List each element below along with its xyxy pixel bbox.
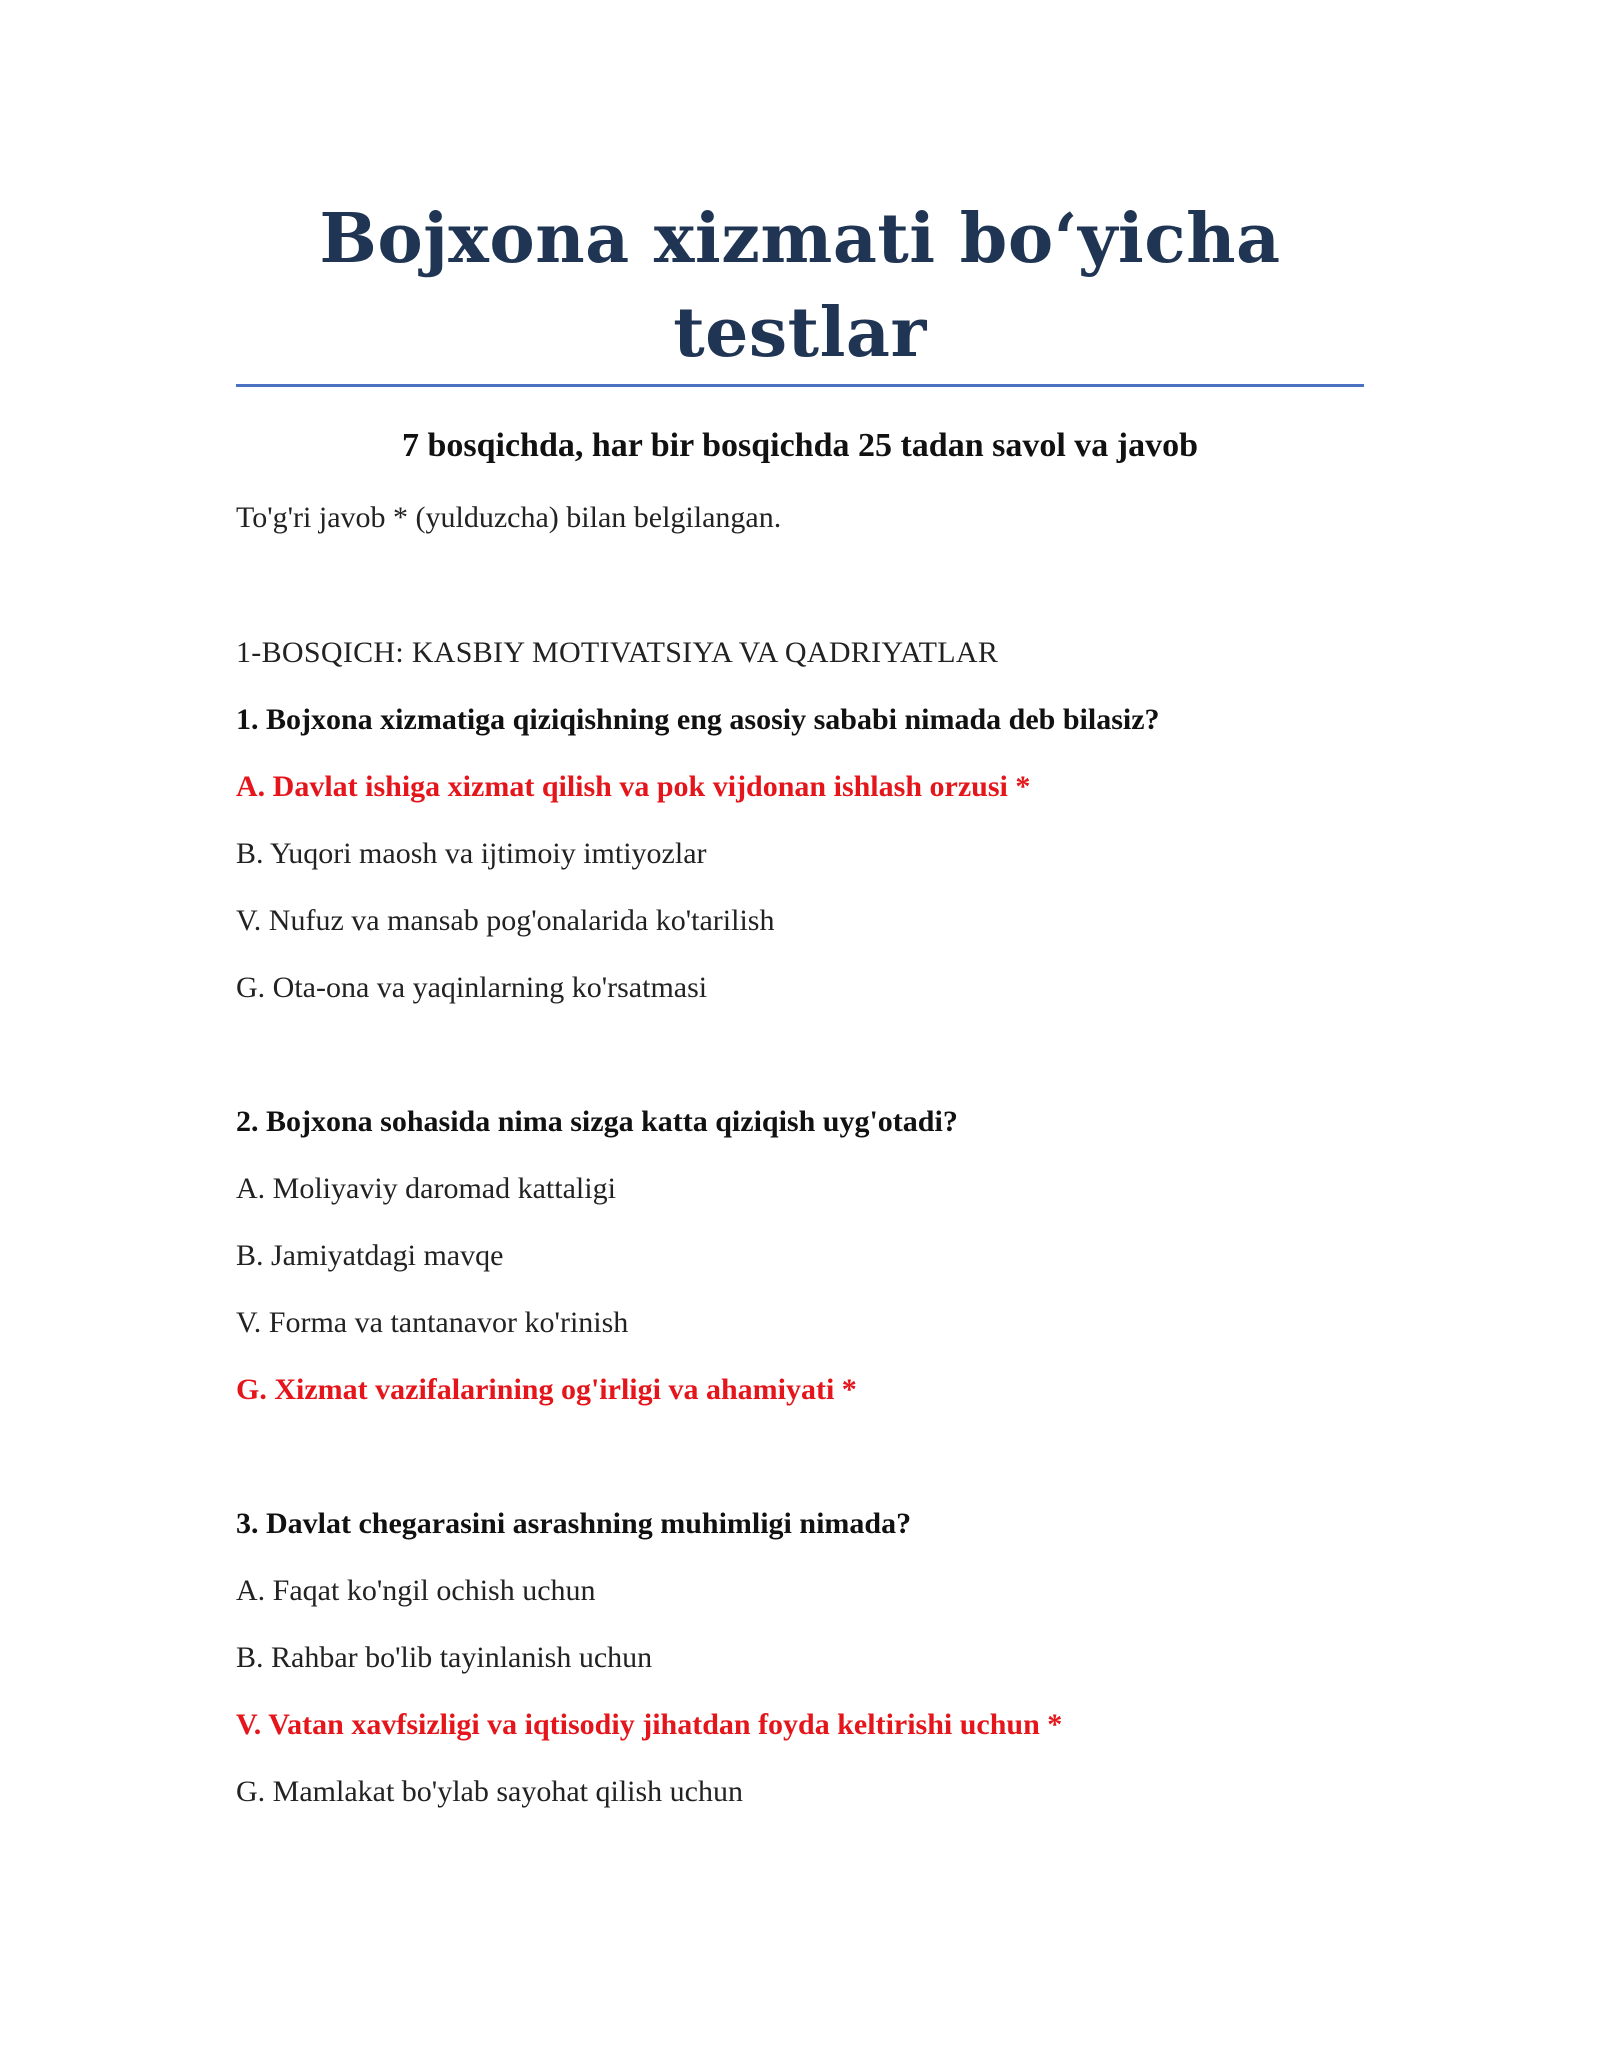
document-title: Bojxona xizmati bo‘yicha testlar bbox=[319, 199, 1281, 373]
question-2-option-g-correct: G. Xizmat vazifalarining og'irligi va ahamiyati * bbox=[236, 1373, 857, 1406]
question-2-option-b: B. Jamiyatdagi mavqe bbox=[236, 1239, 504, 1272]
question-3-option-g: G. Mamlakat bo'ylab sayohat qilish uchun bbox=[236, 1775, 743, 1808]
question-1-option-a-correct: A. Davlat ishiga xizmat qilish va pok vijdonan ishlash orzusi * bbox=[236, 770, 1031, 803]
question-2-option-a: A. Moliyaviy daromad kattaligi bbox=[236, 1172, 616, 1205]
title-divider bbox=[236, 384, 1364, 387]
question-3: 3. Davlat chegarasini asrashning muhimligi nimada? bbox=[236, 1507, 912, 1540]
question-1-option-b: B. Yuqori maosh va ijtimoiy imtiyozlar bbox=[236, 837, 707, 870]
question-3-option-v-correct: V. Vatan xavfsizligi va iqtisodiy jihatdan foyda keltirishi uchun * bbox=[236, 1708, 1063, 1741]
question-3-option-b: B. Rahbar bo'lib tayinlanish uchun bbox=[236, 1641, 653, 1674]
question-2-option-v: V. Forma va tantanavor ko'rinish bbox=[236, 1306, 629, 1339]
question-1-option-g: G. Ota-ona va yaqinlarning ko'rsatmasi bbox=[236, 971, 708, 1004]
question-1: 1. Bojxona xizmatiga qiziqishning eng asosiy sababi nimada deb bilasiz? bbox=[236, 703, 1160, 736]
question-3-option-a: A. Faqat ko'ngil ochish uchun bbox=[236, 1574, 596, 1607]
document-subtitle: 7 bosqichda, har bir bosqichda 25 tadan savol va javob bbox=[401, 427, 1199, 464]
question-1-option-v: V. Nufuz va mansab pog'onalarida ko'tarilish bbox=[236, 904, 775, 937]
question-2: 2. Bojxona sohasida nima sizga katta qiziqish uyg'otadi? bbox=[236, 1105, 958, 1138]
section-heading: 1-BOSQICH: KASBIY MOTIVATSIYA VA QADRIYATLAR bbox=[236, 636, 999, 669]
answer-key-note: To'g'ri javob * (yulduzcha) bilan belgilangan. bbox=[236, 501, 782, 534]
